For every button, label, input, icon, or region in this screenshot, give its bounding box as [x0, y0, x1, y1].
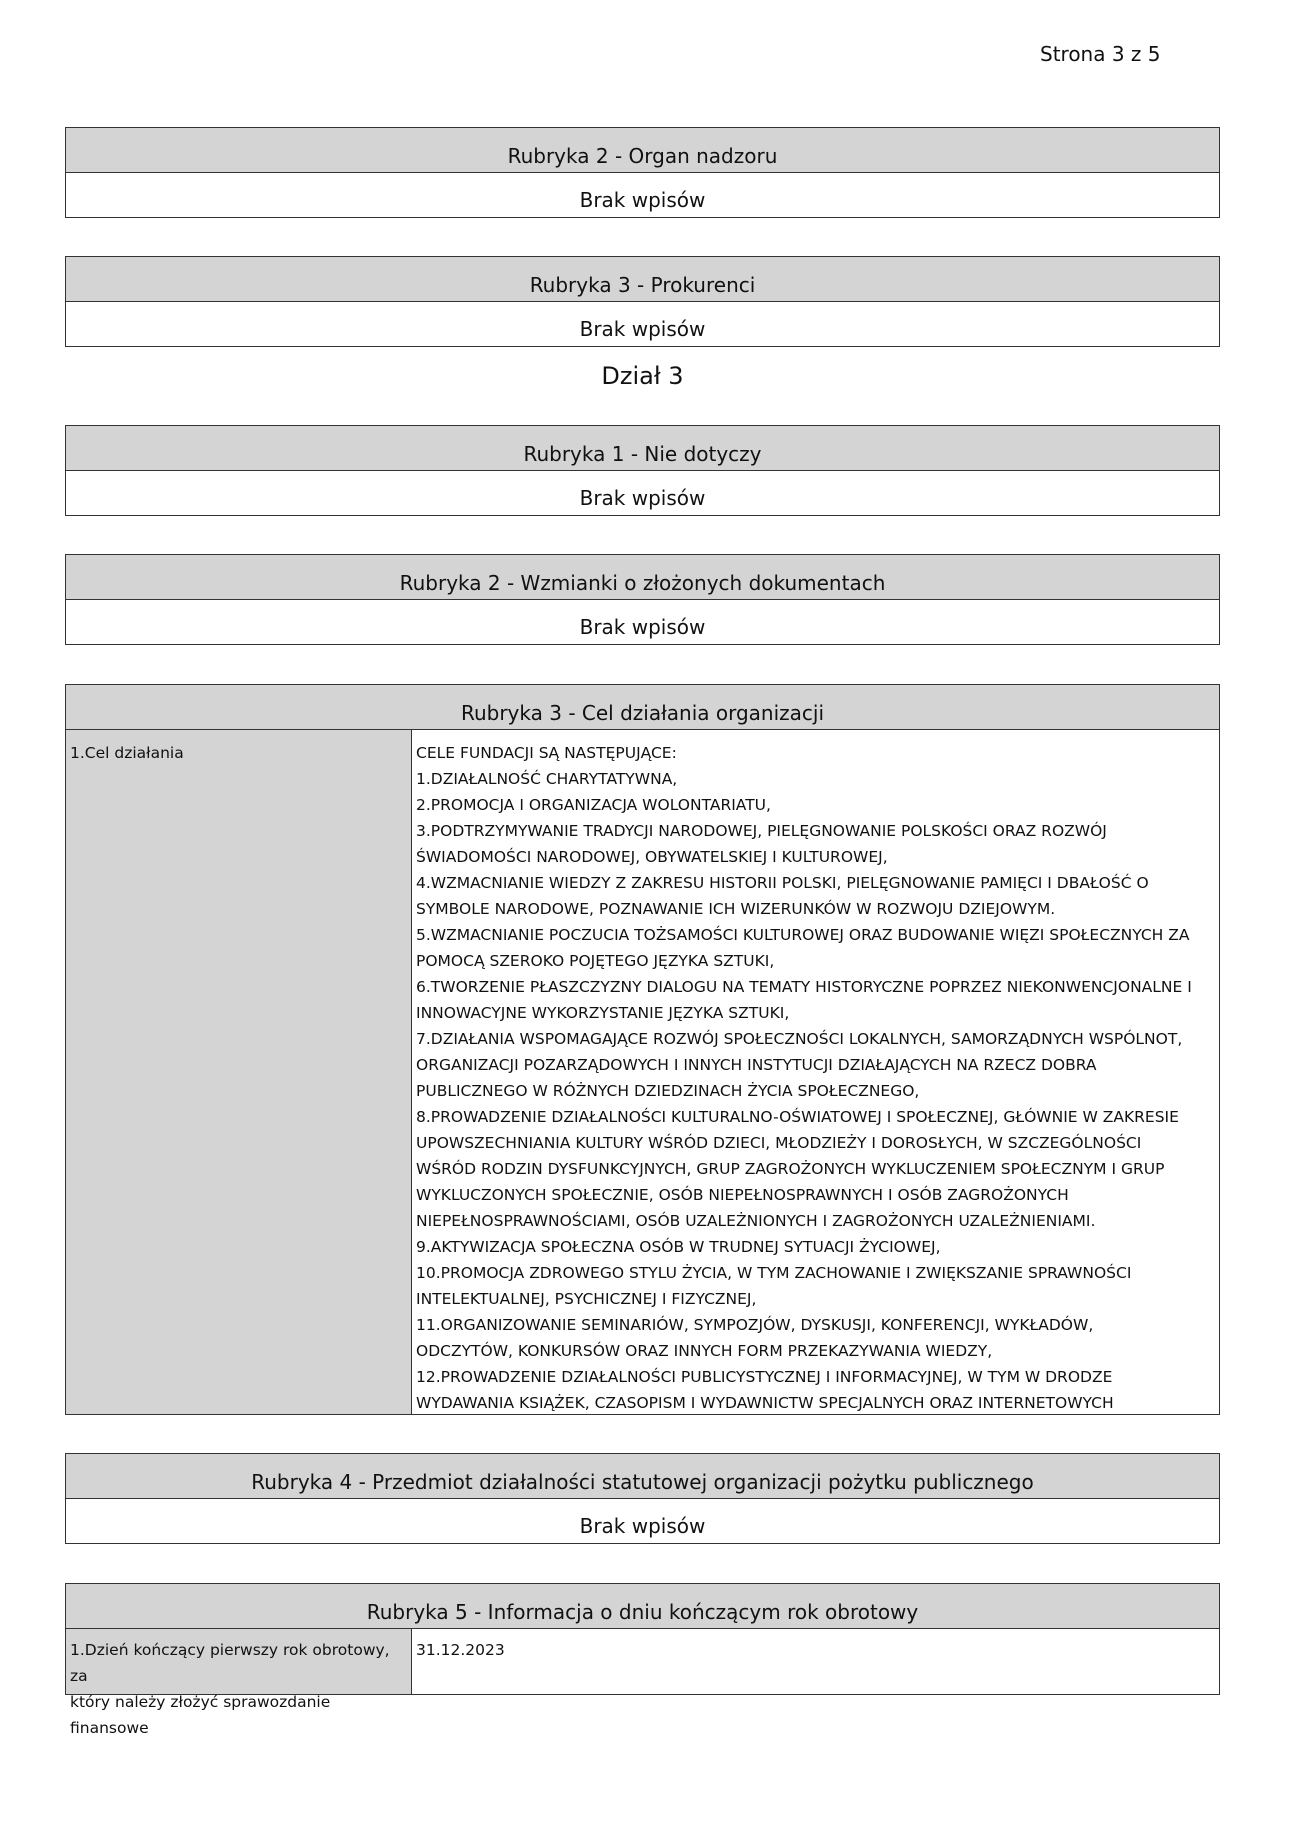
- cel-line: PUBLICZNEGO W RÓŻNYCH DZIEDZINACH ŻYCIA SPOŁECZNEGO,: [416, 1082, 920, 1100]
- rubryka-title: Rubryka 3 - Prokurenci: [66, 257, 1219, 302]
- field-value: 31.12.2023: [416, 1641, 505, 1659]
- cel-line: ŚWIADOMOŚCI NARODOWEJ, OBYWATELSKIEJ I KULTUROWEJ,: [416, 848, 888, 866]
- rubryka-wzmianki: [65, 554, 1220, 645]
- rubryka-prokurenci: [65, 256, 1220, 347]
- rubryka-title: Rubryka 3 - Cel działania organizacji: [66, 685, 1219, 730]
- rubryka-body: Brak wpisów: [579, 615, 706, 639]
- page-number: Strona 3 z 5: [1040, 42, 1161, 66]
- cel-line: 8.PROWADZENIE DZIAŁALNOŚCI KULTURALNO-OŚWIATOWEJ I SPOŁECZNEJ, GŁÓWNIE W ZAKRESIE: [416, 1108, 1179, 1126]
- rubryka-title: Rubryka 2 - Wzmianki o złożonych dokumentach: [66, 555, 1219, 600]
- rubryka-body: Brak wpisów: [579, 317, 706, 341]
- field-label-line: który należy złożyć sprawozdanie finansowe: [70, 1693, 331, 1737]
- cel-line: 6.TWORZENIE PŁASZCZYZNY DIALOGU NA TEMATY HISTORYCZNE POPRZEZ NIEKONWENCJONALNE I: [416, 978, 1192, 996]
- cel-line: WYKLUCZONYCH SPOŁECZNIE, OSÓB NIEPEŁNOSPRAWNYCH I OSÓB ZAGROŻONYCH: [416, 1186, 1069, 1204]
- cel-line: ORGANIZACJI POZARZĄDOWYCH I INNYCH INSTYTUCJI DZIAŁAJĄCYCH NA RZECZ DOBRA: [416, 1056, 1097, 1074]
- rubryka-przedmiot-dzialalnosci: [65, 1453, 1220, 1544]
- cel-line: 7.DZIAŁANIA WSPOMAGAJĄCE ROZWÓJ SPOŁECZNOŚCI LOKALNYCH, SAMORZĄDNYCH WSPÓLNOT,: [416, 1030, 1183, 1048]
- rubryka-body: Brak wpisów: [579, 188, 706, 212]
- rubryka-title: Rubryka 2 - Organ nadzoru: [66, 128, 1219, 173]
- cel-line: INNOWACYJNE WYKORZYSTANIE JĘZYKA SZTUKI,: [416, 1004, 790, 1022]
- cel-line: NIEPEŁNOSPRAWNOŚCIAMI, OSÓB UZALEŻNIONYCH I ZAGROŻONYCH UZALEŻNIENIAMI.: [416, 1212, 1096, 1230]
- cel-line: 1.DZIAŁALNOŚĆ CHARYTATYWNA,: [416, 770, 678, 788]
- cel-line: POMOCĄ SZEROKO POJĘTEGO JĘZYKA SZTUKI,: [416, 952, 775, 970]
- field-label-line: 1.Dzień kończący pierwszy rok obrotowy, za: [70, 1641, 390, 1685]
- rubryka-title: Rubryka 5 - Informacja o dniu kończącym rok obrotowy: [66, 1584, 1219, 1629]
- field-value: [412, 730, 1219, 1414]
- cel-line: CELE FUNDACJI SĄ NASTĘPUJĄCE:: [416, 744, 677, 762]
- cel-line: 11.ORGANIZOWANIE SEMINARIÓW, SYMPOZJÓW, DYSKUSJI, KONFERENCJI, WYKŁADÓW,: [416, 1316, 1094, 1334]
- rubryka-rok-obrotowy: [65, 1583, 1220, 1737]
- cel-line: WŚRÓD RODZIN DYSFUNKCYJNYCH, GRUP ZAGROŻONYCH WYKLUCZENIEM SPOŁECZNYM I GRUP: [416, 1160, 1165, 1178]
- rubryka-nie-dotyczy: [65, 425, 1220, 516]
- rubryka-organ-nadzoru: [65, 127, 1220, 218]
- cel-line: WYDAWANIA KSIĄŻEK, CZASOPISM I WYDAWNICTW SPECJALNYCH ORAZ INTERNETOWYCH: [416, 1394, 1114, 1412]
- cel-line: 12.PROWADZENIE DZIAŁALNOŚCI PUBLICYSTYCZNEJ I INFORMACYJNEJ, W TYM W DRODZE: [416, 1368, 1113, 1386]
- cel-line: 4.WZMACNIANIE WIEDZY Z ZAKRESU HISTORII POLSKI, PIELĘGNOWANIE PAMIĘCI I DBAŁOŚĆ O: [416, 874, 1149, 892]
- rubryka-body: Brak wpisów: [579, 1514, 706, 1538]
- cel-line: 10.PROMOCJA ZDROWEGO STYLU ŻYCIA, W TYM ZACHOWANIE I ZWIĘKSZANIE SPRAWNOŚCI: [416, 1264, 1132, 1282]
- field-label: 1.Cel działania: [66, 730, 412, 1414]
- rubryka-cel-dzialania: [65, 684, 1220, 1415]
- section-title-dzial-3: Dział 3: [601, 362, 684, 390]
- cel-line: SYMBOLE NARODOWE, POZNAWANIE ICH WIZERUNKÓW W ROZWOJU DZIEJOWYM.: [416, 900, 1056, 918]
- cel-line: 2.PROMOCJA I ORGANIZACJA WOLONTARIATU,: [416, 796, 771, 814]
- rubryka-body: Brak wpisów: [579, 486, 706, 510]
- cel-line: ODCZYTÓW, KONKURSÓW ORAZ INNYCH FORM PRZEKAZYWANIA WIEDZY,: [416, 1342, 993, 1360]
- cel-line: 3.PODTRZYMYWANIE TRADYCJI NARODOWEJ, PIELĘGNOWANIE POLSKOŚCI ORAZ ROZWÓJ: [416, 822, 1107, 840]
- field-label: [66, 1629, 412, 1737]
- cel-line: INTELEKTUALNEJ, PSYCHICZNEJ I FIZYCZNEJ,: [416, 1290, 757, 1308]
- rubryka-title: Rubryka 4 - Przedmiot działalności statutowej organizacji pożytku publicznego: [66, 1454, 1219, 1499]
- cel-line: 9.AKTYWIZACJA SPOŁECZNA OSÓB W TRUDNEJ SYTUACJI ŻYCIOWEJ,: [416, 1238, 941, 1256]
- cel-line: 5.WZMACNIANIE POCZUCIA TOŻSAMOŚCI KULTUROWEJ ORAZ BUDOWANIE WIĘZI SPOŁECZNYCH ZA: [416, 926, 1190, 944]
- cel-line: UPOWSZECHNIANIA KULTURY WŚRÓD DZIECI, MŁODZIEŻY I DOROSŁYCH, W SZCZEGÓLNOŚCI: [416, 1134, 1142, 1152]
- rubryka-title: Rubryka 1 - Nie dotyczy: [66, 426, 1219, 471]
- rok-obrotowy-row: [66, 1629, 1219, 1737]
- cel-dzialania-row: [66, 730, 1219, 1414]
